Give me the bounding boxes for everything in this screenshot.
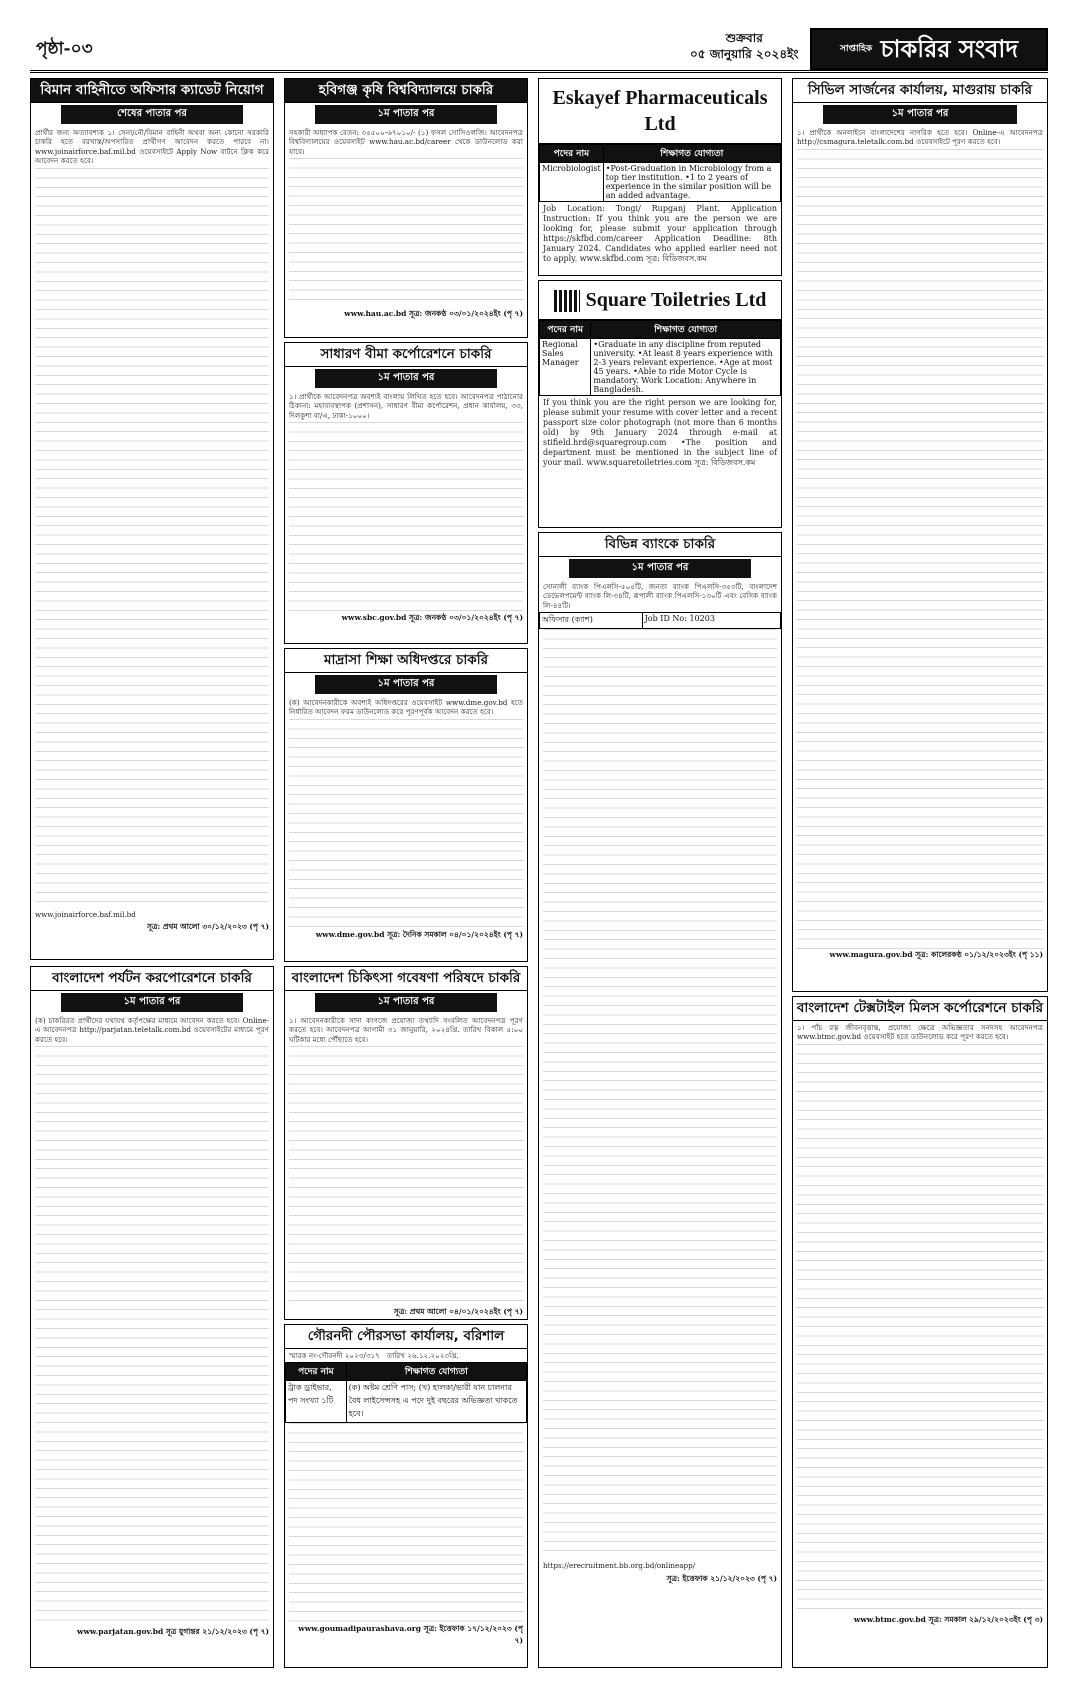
- madrasa-ad: মাদ্রাসা শিক্ষা অধিদপ্তরে চাকরি ১ম পাতার পর (ক) আবেদনকারীকে অবশ্যই অধিদপ্তরের ওয়েবসাইট www.dme.gov.bd হতে নির্ধারিত আবেদন ফরম ডাউনলোড করে পূরণপূর্বক আবেদন করতে হবে। www.dme.gov.bd সূত্র: দৈনিক সমকাল ০৪/০১/২০২৪ইং (পৃ ৭): [284, 648, 528, 962]
- page-header: [30, 26, 1048, 73]
- weekday: শুক্রবার: [725, 31, 763, 45]
- page-number: পৃষ্ঠা-০৩: [36, 39, 93, 59]
- column-1: [30, 78, 274, 1666]
- column-4: [792, 78, 1048, 1666]
- parjatan-ad: বাংলাদেশ পর্যটন করপোরেশনে চাকরি ১ম পাতার পর (ক) চাকরিরত প্রার্থীদের যথাযথ কর্তৃপক্ষের মাধ্যমে আবেদন করতে হবে। Online-এ আবেদনপত্র http://parjatan.teletalk.com.bd ওয়েবসাইটের মাধ্যমে পূরণ করতে হবে। www.parjatan.gov.bd সূত্র যুগান্তর ২১/১২/২০২৩ (পৃ ৭): [30, 966, 274, 1668]
- square-logo-icon: [554, 290, 580, 312]
- column-3: [538, 78, 782, 1666]
- sadharan-bima-ad: সাধারণ বীমা কর্পোরেশনে চাকরি ১ম পাতার পর ১। প্রার্থীকে আবেদনপত্র অবশ্যই বাংলায় লিখিত হতে হবে। আবেদনপত্র পাঠানোর ঠিকানা: মহাব্যবস্থাপক (প্রশাসন), সাধারণ বীমা কর্পোরেশন, প্রধান কার্যালয়, ৩৩, দিলকুশা বা/এ, ঢাকা-১০০০। www.sbc.gov.bd সূত্র: জনকণ্ঠ ০৩/০১/২০২৪ইং (পৃ ৭): [284, 342, 528, 644]
- newspaper-page: [30, 26, 1048, 1666]
- ad-body: প্রার্থীর জন্য অত্যাবশ্যক ১। সেনা/নৌ/বিমান বাহিনী অথবা অন্য কোনো সরকারি চাকরি হতে বরখাস্ত/অপসারিত প্রার্থীগণ আবেদন করতে পারবে না। www.joinairforce.baf.mil.bd ওয়েবসাইটে Apply Now বাটনে ক্লিক করে আবেদন করতে হবে।: [35, 128, 269, 166]
- civil-surgeon-ad: সিভিল সার্জনের কার্যালয়, মাগুরায় চাকরি ১ম পাতার পর ১। প্রার্থীকে অনলাইনে বাংলাদেশের নাগরিক হতে হবে। Online-এ আবেদনপত্র http://csmagura.teletalk.com.bd ওয়েবসাইটে পূরণ করতে হবে। www.magura.gov.bd সূত্র: কালেরকণ্ঠ ০১/১২/২০২৩ইং (পৃ ১১): [792, 78, 1048, 992]
- biman-ad: বিমান বাহিনীতে অফিসার ক্যাডেট নিয়োগ শেষের পাতার পর প্রার্থীর জন্য অত্যাবশ্যক ১। সেনা/নৌ/বিমান বাহিনী অথবা অন্য কোনো সরকারি চাকরি হতে বরখাস্ত/অপসারিত প্রার্থীগণ আবেদন করতে পারবে না। www.joinairforce.baf.mil.bd ওয়েবসাইটে Apply Now বাটনে ক্লিক করে আবেদন করতে হবে। www.joinairforce.baf.mil.bd সূত্র: প্রথম আলো ৩০/১২/২০২৩ (পৃ ৭): [30, 78, 274, 960]
- textile-ad: বাংলাদেশ টেক্সটাইল মিলস কর্পোরেশনে চাকরি ১। পাঁচ রত্ন জীবনবৃত্তান্ত, প্রযোজ্য ক্ষেত্রে অভিজ্ঞতার সনদসহ আবেদনপত্র www.btmc.gov.bd ওয়েবসাইট হতে ডাউনলোড করে পূরণ করতে হবে। www.btmc.gov.bd সূত্র: সমকাল ২৯/১২/২০২৩ইং (পৃ ৩): [792, 996, 1048, 1668]
- square-ad: Square Toiletries Ltd পদের নাম শিক্ষাগত যোগ্যতা Regional Sales Manager •Graduate in any discipline from reputed university. •At least 8 years experience with 2-3 years relevant experience. •Age at most 45 years. •Able to ride Motor Cycle is mandatory. Work Location: Anywhere in Bangladesh. If you think you are the right person we are looking for, please submit your resume with cover letter and a recent passport size color photograph (not more than 6 months old) by 9th January 2024 through e-mail at stifield.hrd@squaregroup.com •The position and department must be mentioned in the subject line of your mail. www.squaretoiletries.com সূত্র: বিডিজবস.কম: [538, 280, 782, 528]
- ad-web[interactable]: www.joinairforce.baf.mil.bd: [35, 909, 136, 919]
- masthead: $^{সাপ্তাহিক}$ চাকরির সংবাদ: [810, 28, 1048, 70]
- gournadi-table: পদের নাম শিক্ষাগত যোগ্যতা ট্রাক ড্রাইভার, পদ সংখ্যা ১টি (ক) অষ্টম শ্রেণি পাস; (খ) হালকা/ভারী যান চালনার বৈধ লাইসেন্সসহ এ পদে দুই বছরের অভিজ্ঞতা থাকতে হবে।: [285, 1362, 527, 1423]
- eskayef-ad: Eskayef Pharmaceuticals Ltd পদের নাম শিক্ষাগত যোগ্যতা Microbiologist •Post-Graduation in Microbiology from a top tier institution. •1 to 2 years of experience in the similar position will be an added advantage. Job Location: Tongi/ Rupganj Plant. Application Instruction: If you think you are the person we are looking for, please submit your application through https://skfbd.com/career Application Deadline: 8th January 2024. Candidates who applied earlier need not to apply. www.skfbd.com সূত্র: বিডিজবস.কম: [538, 78, 782, 276]
- date: ০৫ জানুয়ারি ২০২৪ইং: [690, 47, 799, 61]
- bmrc-ad: বাংলাদেশ চিকিৎসা গবেষণা পরিষদে চাকরি ১ম পাতার পর ১। আবেদনকারীকে সাদা কাগজে প্রযোজ্য তথ্যাদি সংবলিত আবেদনপত্র পূরণ করতে হবে। আবেদনপত্র আগামী ৩১ জানুয়ারি, ২০২৪খ্রি. তারিখ বিকাল ৫:০০ ঘটিকার মধ্যে পৌঁছাতে হবে। সূত্র: প্রথম আলো ০৪/০১/২০২৪ইং (পৃ ৭): [284, 966, 528, 1320]
- ad-title: বিমান বাহিনীতে অফিসার ক্যাডেট নিয়োগ: [31, 79, 273, 103]
- banks-ad: বিভিন্ন ব্যাংকে চাকরি ১ম পাতার পর সোনালী ব্যাংক পিএলসি-৫০৫টি, জনতা ব্যাংক পিএলসি-৩৫৩টি, বাংলাদেশ ডেভেলপমেন্ট ব্যাংক লি-৩৪টি, রূপালী ব্যাংক পিএলসি-১৩০টি এবং বেসিক ব্যাংক লি-৪৪টি। অফিসার (ক্যাশ) Job ID No: 10203 https://erecruitment.bb.org.bd/onlineapp/ সূত্র: ইত্তেফাক ২১/১২/২০২৩ (পৃ ৭): [538, 532, 782, 1668]
- column-2: [284, 78, 528, 1666]
- gournadi-ad: গৌরনদী পৌরসভা কার্যালয়, বরিশাল স্মারক নং-গৌরনদী ২০২৩/৩১৭ তারিখ ২৬.১২.২০২৩খ্রি. পদের নাম শিক্ষাগত যোগ্যতা ট্রাক ড্রাইভার, পদ সংখ্যা ১টি (ক) অষ্টম শ্রেণি পাস; (খ) হালকা/ভারী যান চালনার বৈধ লাইসেন্সসহ এ পদে দুই বছরের অভিজ্ঞতা থাকতে হবে। www.goumadipaurashava.org সূত্র: ইত্তেফাক ১৭/১২/২০২৩ (পৃ ৭): [284, 1324, 528, 1668]
- issue-date: [690, 30, 799, 62]
- ad-title: বাংলাদেশ পর্যটন করপোরেশনে চাকরি: [31, 967, 273, 991]
- hobiganj-ad: হবিগঞ্জ কৃষি বিশ্ববিদ্যালয়ে চাকরি ১ম পাতার পর সহকারী অধ্যাপক বেতন: ৩৫৫০০-৬৭০১০/- (১) ফসল সোসিওলজি। আবেদনপত্র বিশ্ববিদ্যালয়ের ওয়েবসাইট www.hau.ac.bd/career থেকে ডাউনলোড করা যাবে। www.hau.ac.bd সূত্র: জনকণ্ঠ ০৩/০১/২০২৪ইং (পৃ ৭): [284, 78, 528, 338]
- ad-web: www.parjatan.gov.bd সূত্র যুগান্তর ২১/১২/২০২৩ (পৃ ৭): [77, 1627, 269, 1637]
